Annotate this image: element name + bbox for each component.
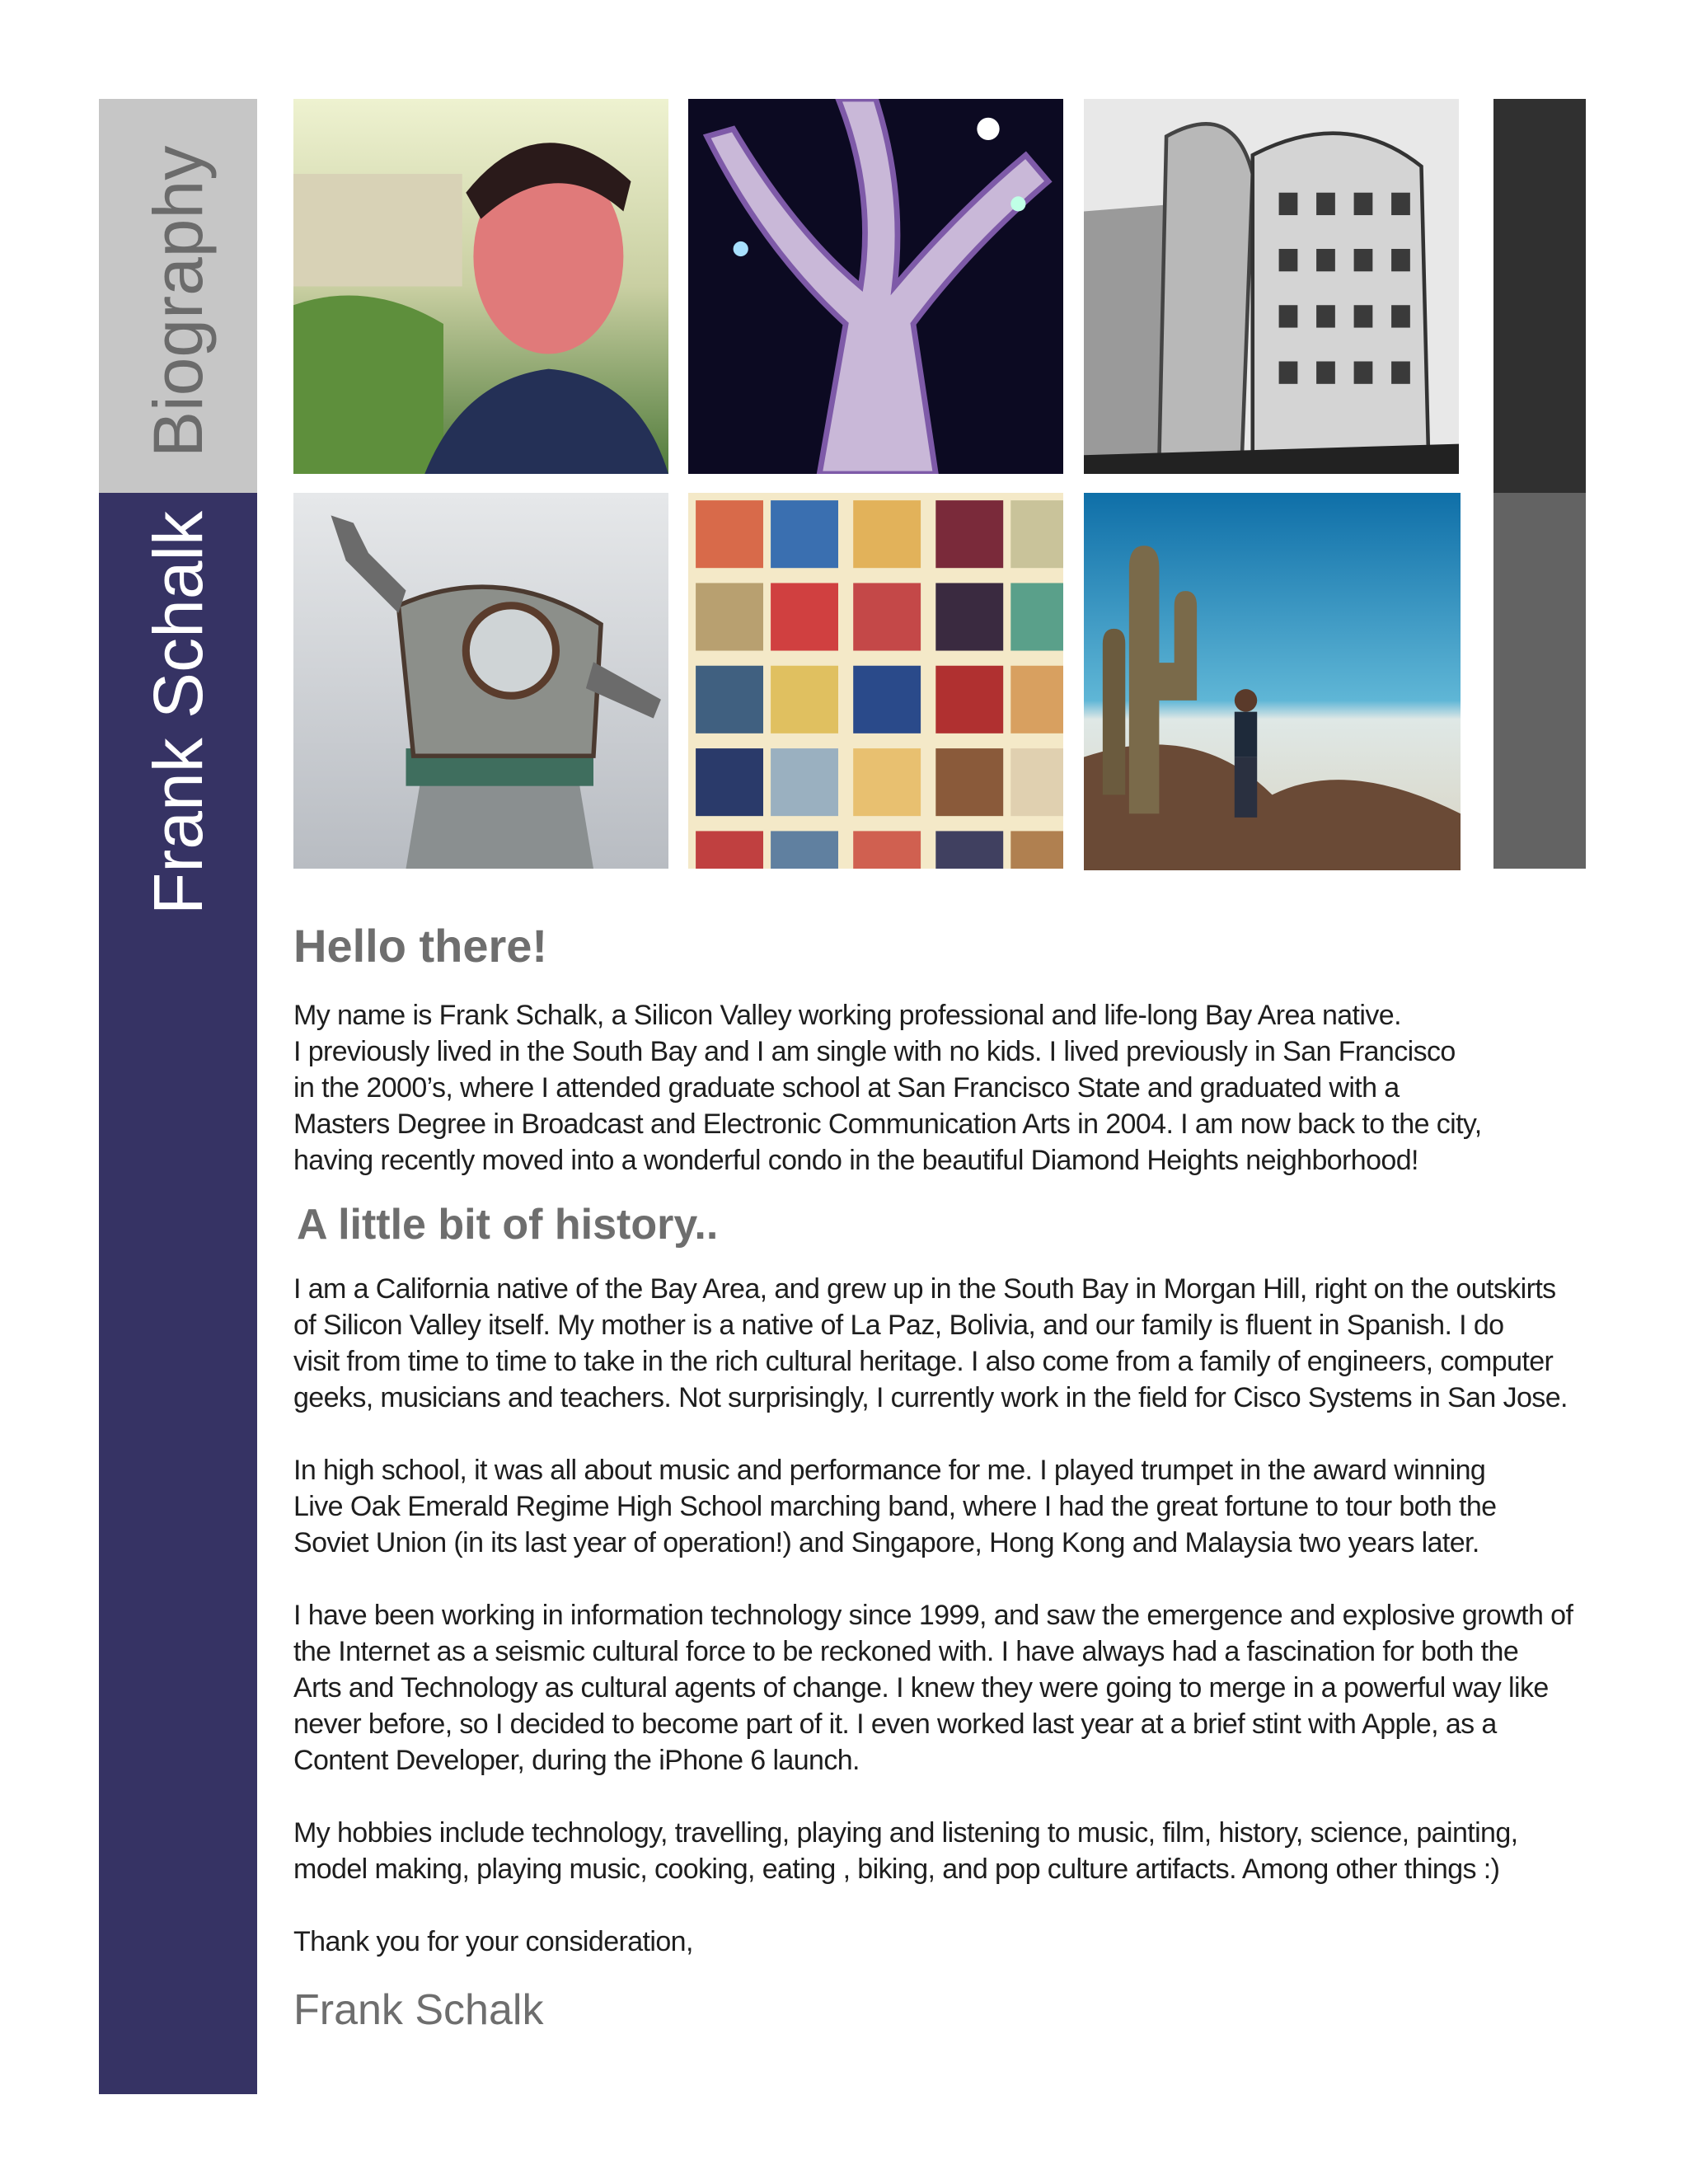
history-line: of Silicon Valley itself. My mother is a native of La Paz, Bolivia, and our family is fluent in Spanish. I do xyxy=(293,1310,1504,1341)
history-line: Live Oak Emerald Regime High School marching band, where I had the great fortune to tour both the xyxy=(293,1491,1497,1522)
intro-heading: Hello there! xyxy=(293,920,548,972)
selfie-photo xyxy=(293,99,668,474)
illuminated-tree-photo xyxy=(688,99,1063,474)
intro-line: My name is Frank Schalk, a Silicon Valley working professional and life-long Bay Area native. xyxy=(293,1000,1401,1031)
hobbies-line: My hobbies include technology, travelling, playing and listening to music, film, history, science, painting, xyxy=(293,1817,1518,1849)
intro-line: in the 2000’s, where I attended graduate school at San Francisco State and graduated with a xyxy=(293,1072,1400,1104)
intro-line: having recently moved into a wonderful condo in the beautiful Diamond Heights neighborhood! xyxy=(293,1145,1418,1176)
accent-bar-dark xyxy=(1493,99,1586,493)
intro-line: I previously lived in the South Bay and I am single with no kids. I lived previously in San Francisco xyxy=(293,1036,1456,1067)
intro-paragraph xyxy=(293,997,1596,1179)
history-line: the Internet as a seismic cultural force to be reckoned with. I have always had a fascination for both the xyxy=(293,1636,1519,1667)
robot-sculpture-photo xyxy=(293,493,668,869)
cactus-salt-flat-photo xyxy=(1084,493,1461,870)
closing-line: Thank you for your consideration, xyxy=(293,1926,693,1957)
history-paragraph xyxy=(293,1271,1596,1416)
history-paragraph xyxy=(293,1452,1596,1561)
hobbies-line: model making, playing music, cooking, eating , biking, and pop culture artifacts. Among other things :) xyxy=(293,1854,1500,1885)
history-line: Soviet Union (in its last year of operation!) and Singapore, Hong Kong and Malaysia two years later. xyxy=(293,1527,1479,1558)
person-name-vertical: Frank Schalk xyxy=(139,510,217,915)
history-paragraph xyxy=(293,1597,1596,1779)
dancing-house-photo xyxy=(1084,99,1459,474)
history-line: geeks, musicians and teachers. Not surprisingly, I currently work in the field for Cisco Systems in San Jose. xyxy=(293,1382,1568,1413)
history-line: visit from time to time to take in the rich cultural heritage. I also come from a family of engineers, computer xyxy=(293,1346,1554,1377)
hobbies-paragraph xyxy=(293,1815,1596,1887)
history-line: I am a California native of the Bay Area, and grew up in the South Bay in Morgan Hill, right on the outskirts xyxy=(293,1273,1556,1305)
history-line: Content Developer, during the iPhone 6 launch. xyxy=(293,1745,860,1776)
history-heading: A little bit of history.. xyxy=(297,1201,719,1249)
intro-line: Masters Degree in Broadcast and Electronic Communication Arts in 2004. I am now back to the city, xyxy=(293,1108,1482,1140)
accent-bar-mid xyxy=(1493,493,1586,869)
section-title: Biography xyxy=(139,145,217,457)
signature: Frank Schalk xyxy=(293,1986,544,2034)
biography-content xyxy=(293,916,1596,2039)
history-line: I have been working in information technology since 1999, and saw the emergence and explosive growth of xyxy=(293,1600,1573,1631)
photo-collage-wall xyxy=(688,493,1063,869)
history-line: never before, so I decided to become part of it. I even worked last year at a brief stint with Apple, as a xyxy=(293,1708,1497,1740)
history-line: In high school, it was all about music and performance for me. I played trumpet in the award winning xyxy=(293,1455,1486,1486)
history-line: Arts and Technology as cultural agents of change. I knew they were going to merge in a powerful way like xyxy=(293,1672,1549,1704)
closing-paragraph xyxy=(293,1924,1596,1960)
